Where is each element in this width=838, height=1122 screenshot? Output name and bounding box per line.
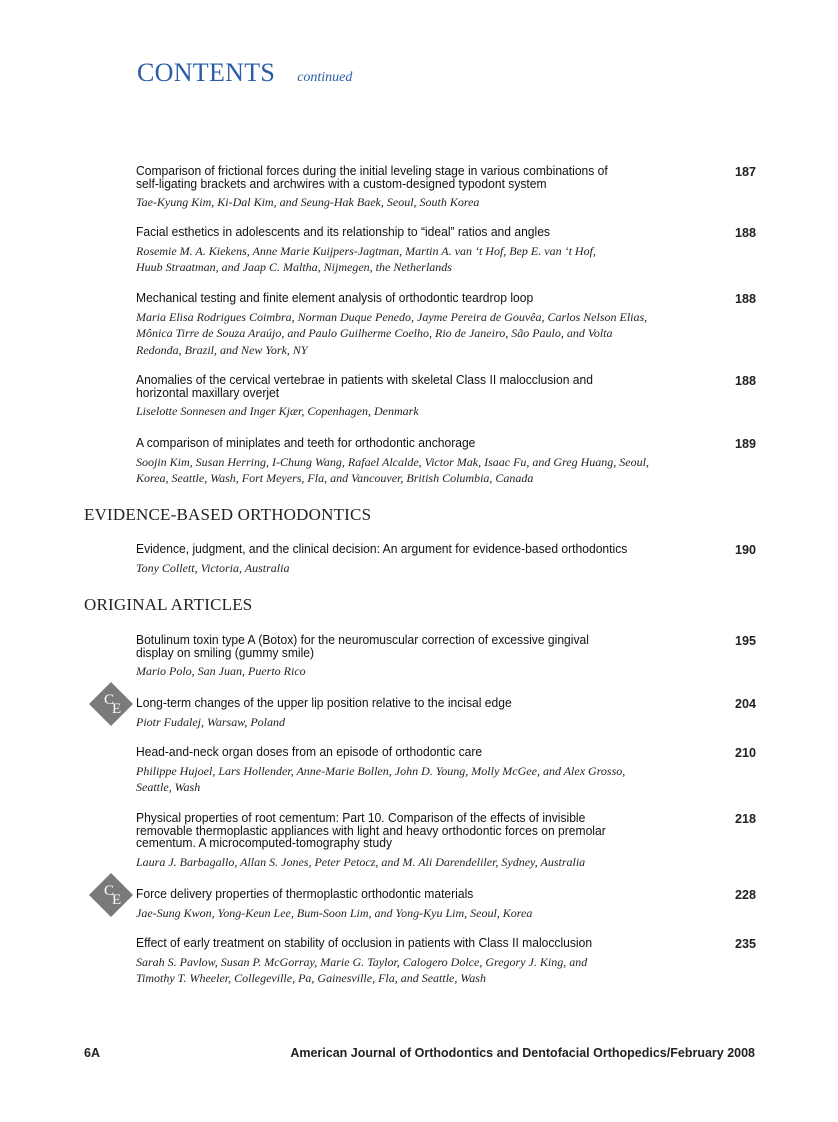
article-title[interactable]	[136, 937, 756, 950]
author-line: Redonda, Brazil, and New York, NY	[136, 342, 308, 357]
ce-credit-icon	[88, 872, 134, 918]
page-number: 188	[734, 226, 756, 240]
page-number: 235	[734, 937, 756, 951]
title-line: Evidence, judgment, and the clinical decision: An argument for evidence-based orthodontics	[136, 542, 628, 556]
article-authors	[136, 403, 756, 420]
author-line: Seattle, Wash	[136, 780, 201, 794]
author-line: Mônica Tirre de Souza Araújo, and Paulo Guilherme Coelho, Rio de Janeiro, São Paulo, and Volta	[136, 326, 613, 340]
author-line: Laura J. Barbagallo, Allan S. Jones, Peter Petocz, and M. Ali Darendeliler, Sydney, Australia	[136, 854, 586, 869]
article-title[interactable]	[136, 888, 756, 901]
toc-entry[interactable]	[136, 437, 756, 487]
author-line: Rosemie M. A. Kiekens, Anne Marie Kuijpers-Jagtman, Martin A. van ‘t Hof, Bep E. van ‘t Hof,	[136, 243, 596, 258]
page-number: 218	[734, 812, 756, 826]
article-title[interactable]	[136, 812, 756, 850]
title-line: Long-term changes of the upper lip position relative to the incisal edge	[136, 696, 512, 710]
article-title[interactable]	[136, 226, 756, 239]
article-authors	[136, 309, 756, 359]
title-line: Head-and-neck organ doses from an episode of orthodontic care	[136, 745, 483, 759]
article-authors	[136, 560, 756, 577]
article-authors	[136, 954, 756, 987]
page-number: 228	[734, 888, 756, 902]
article-title[interactable]	[136, 292, 756, 305]
title-line: Facial esthetics in adolescents and its relationship to “ideal” ratios and angles	[136, 225, 550, 239]
author-line: Sarah S. Pavlow, Susan P. McGorray, Marie G. Taylor, Calogero Dolce, Gregory J. King, and	[136, 954, 588, 969]
toc-entry[interactable]	[104, 692, 756, 730]
author-line: Jae-Sung Kwon, Yong-Keun Lee, Bum-Soon Lim, and Yong-Kyu Lim, Seoul, Korea	[136, 905, 533, 920]
title-line: Force delivery properties of thermoplastic orthodontic materials	[136, 887, 474, 901]
toc-entry[interactable]	[104, 883, 756, 921]
author-line: Tae-Kyung Kim, Ki-Dal Kim, and Seung-Hak Baek, Seoul, South Korea	[136, 195, 480, 209]
footer-page-label: 6A	[84, 1046, 100, 1060]
article-title[interactable]	[136, 697, 756, 710]
footer-journal: American Journal of Orthodontics and Dentofacial Orthopedics/February 2008	[290, 1046, 755, 1060]
article-title[interactable]	[136, 543, 756, 556]
page-number: 188	[734, 374, 756, 388]
page-number: 195	[734, 634, 756, 648]
article-authors	[136, 454, 756, 487]
title-line: horizontal maxillary overjet	[136, 385, 280, 400]
article-title[interactable]	[136, 746, 756, 759]
toc-entry[interactable]	[136, 226, 756, 276]
title-line: Comparison of frictional forces during the initial leveling stage in various combinations of	[136, 164, 608, 178]
title-line: display on smiling (gummy smile)	[136, 645, 315, 660]
page-number: 204	[734, 697, 756, 711]
article-authors	[136, 663, 756, 680]
toc-entry[interactable]	[136, 374, 756, 420]
toc-entry[interactable]	[136, 165, 756, 211]
title-line: removable thermoplastic appliances with light and heavy orthodontic forces on premolar	[136, 823, 606, 838]
page-number: 189	[734, 437, 756, 451]
toc-entry[interactable]	[136, 543, 756, 576]
section-heading: ORIGINAL ARTICLES	[84, 595, 253, 614]
title-line: self-ligating brackets and archwires with a custom-designed typodont system	[136, 176, 547, 191]
ce-letter-e: E	[112, 892, 122, 908]
title-line: Anomalies of the cervical vertebrae in patients with skeletal Class II malocclusion and	[136, 373, 593, 387]
ce-credit-icon	[88, 681, 134, 727]
section-heading: EVIDENCE-BASED ORTHODONTICS	[84, 505, 372, 524]
author-line: Piotr Fudalej, Warsaw, Poland	[136, 714, 286, 729]
toc-entry[interactable]	[136, 937, 756, 987]
toc-entry[interactable]	[136, 634, 756, 680]
article-authors	[136, 905, 756, 922]
ce-letter-c: C	[104, 692, 115, 708]
author-line: Tony Collett, Victoria, Australia	[136, 560, 290, 575]
page-header	[137, 58, 352, 88]
toc-entry[interactable]	[136, 812, 756, 870]
ce-letter-e: E	[112, 701, 122, 717]
author-line: Maria Elisa Rodrigues Coimbra, Norman Duque Penedo, Jayme Pereira de Gouvêa, Carlos Nelson Elias,	[136, 309, 648, 324]
author-line: Soojin Kim, Susan Herring, I-Chung Wang, Rafael Alcalde, Victor Mak, Isaac Fu, and Greg Huang, Seoul,	[136, 454, 649, 469]
author-line: Mario Polo, San Juan, Puerto Rico	[136, 664, 306, 678]
ce-letter-c: C	[104, 883, 115, 899]
contents-title: CONTENTS	[137, 58, 276, 87]
toc-entry[interactable]	[136, 292, 756, 358]
article-title[interactable]	[136, 374, 756, 399]
page-number: 210	[734, 746, 756, 760]
page-number: 187	[734, 165, 756, 179]
article-authors	[136, 714, 756, 731]
author-line: Liselotte Sonnesen and Inger Kjær, Copenhagen, Denmark	[136, 404, 419, 418]
title-line: cementum. A microcomputed-tomography study	[136, 836, 393, 850]
toc-entry[interactable]	[136, 746, 756, 796]
page-number: 188	[734, 292, 756, 306]
title-line: Botulinum toxin type A (Botox) for the neuromuscular correction of excessive gingival	[136, 633, 589, 647]
title-line: Mechanical testing and finite element analysis of orthodontic teardrop loop	[136, 291, 534, 305]
title-line: Effect of early treatment on stability of occlusion in patients with Class II malocclusion	[136, 936, 593, 950]
author-line: Huub Straatman, and Jaap C. Maltha, Nijmegen, the Netherlands	[136, 260, 452, 274]
article-title[interactable]	[136, 437, 756, 450]
article-title[interactable]	[136, 165, 756, 190]
article-title[interactable]	[136, 634, 756, 659]
title-line: A comparison of miniplates and teeth for orthodontic anchorage	[136, 436, 476, 450]
page-number: 190	[734, 543, 756, 557]
contents-subtitle: continued	[297, 70, 353, 85]
author-line: Korea, Seattle, Wash, Fort Meyers, Fla, and Vancouver, British Columbia, Canada	[136, 471, 534, 485]
title-line: Physical properties of root cementum: Part 10. Comparison of the effects of invisible	[136, 811, 586, 825]
author-line: Philippe Hujoel, Lars Hollender, Anne-Marie Bollen, John D. Young, Molly McGee, and Alex Grosso,	[136, 763, 626, 778]
article-authors	[136, 194, 756, 211]
author-line: Timothy T. Wheeler, Collegeville, Pa, Gainesville, Fla, and Seattle, Wash	[136, 971, 486, 985]
article-authors	[136, 854, 756, 871]
article-authors	[136, 763, 756, 796]
article-authors	[136, 243, 756, 276]
